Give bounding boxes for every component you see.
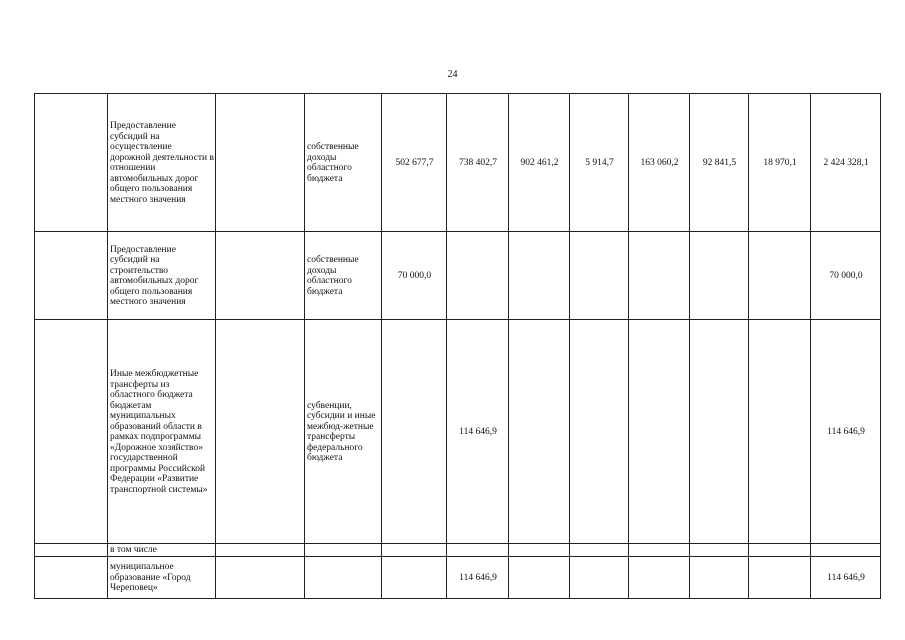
measure-name-cell: в том числе bbox=[108, 544, 216, 557]
table-row bbox=[35, 544, 881, 557]
value-cell bbox=[382, 544, 447, 557]
table-row bbox=[35, 94, 881, 232]
total-cell: 2 424 328,1 bbox=[811, 94, 881, 232]
value-cell bbox=[749, 232, 811, 320]
page-number: 24 bbox=[447, 69, 458, 80]
value-cell: 92 841,5 bbox=[690, 94, 749, 232]
empty-cell bbox=[216, 320, 305, 544]
total-cell bbox=[811, 544, 881, 557]
value-cell bbox=[629, 557, 690, 599]
value-cell: 114 646,9 bbox=[447, 557, 509, 599]
funding-source-cell: субвенции, субсидии и иные межбюд-жетные трансферты федерального бюджета bbox=[305, 320, 382, 544]
value-cell bbox=[570, 320, 629, 544]
measure-name-cell: Иные межбюджетные трансферты из областного бюджета бюджетам муниципальных образований области в рамках подпрограммы «Дорожное хозяйство» государственной программы Российской Федерации «Развитие транспортной системы» bbox=[108, 320, 216, 544]
value-cell bbox=[570, 557, 629, 599]
value-cell bbox=[629, 320, 690, 544]
value-cell bbox=[749, 320, 811, 544]
value-cell bbox=[690, 320, 749, 544]
funding-source-cell: собственные доходы областного бюджета bbox=[305, 94, 382, 232]
measure-name-cell: муниципальное образование «Город Череповец» bbox=[108, 557, 216, 599]
empty-cell bbox=[35, 94, 108, 232]
total-cell: 114 646,9 bbox=[811, 320, 881, 544]
empty-cell bbox=[216, 544, 305, 557]
value-cell bbox=[447, 544, 509, 557]
value-cell bbox=[690, 232, 749, 320]
budget-table bbox=[34, 93, 881, 599]
total-cell: 114 646,9 bbox=[811, 557, 881, 599]
value-cell bbox=[690, 557, 749, 599]
empty-cell bbox=[35, 320, 108, 544]
empty-cell bbox=[216, 557, 305, 599]
table-row bbox=[35, 557, 881, 599]
funding-source-cell: собственные доходы областного бюджета bbox=[305, 232, 382, 320]
value-cell: 163 060,2 bbox=[629, 94, 690, 232]
value-cell bbox=[690, 544, 749, 557]
value-cell bbox=[509, 544, 570, 557]
value-cell bbox=[509, 320, 570, 544]
value-cell bbox=[629, 232, 690, 320]
value-cell: 902 461,2 bbox=[509, 94, 570, 232]
funding-source-cell bbox=[305, 557, 382, 599]
empty-cell bbox=[35, 544, 108, 557]
table-row bbox=[35, 320, 881, 544]
funding-source-cell bbox=[305, 544, 382, 557]
value-cell bbox=[629, 544, 690, 557]
value-cell: 738 402,7 bbox=[447, 94, 509, 232]
value-cell bbox=[509, 557, 570, 599]
value-cell bbox=[570, 232, 629, 320]
empty-cell bbox=[216, 94, 305, 232]
value-cell bbox=[382, 320, 447, 544]
value-cell: 5 914,7 bbox=[570, 94, 629, 232]
measure-name-cell: Предоставление субсидий на осуществление дорожной деятельности в отношении автомобильных дорог общего пользования местного значения bbox=[108, 94, 216, 232]
value-cell: 18 970,1 bbox=[749, 94, 811, 232]
value-cell bbox=[749, 557, 811, 599]
measure-name-cell: Предоставление субсидий на строительство автомобильных дорог общего пользования местного значения bbox=[108, 232, 216, 320]
empty-cell bbox=[35, 557, 108, 599]
total-cell: 70 000,0 bbox=[811, 232, 881, 320]
empty-cell bbox=[216, 232, 305, 320]
value-cell: 114 646,9 bbox=[447, 320, 509, 544]
table-row bbox=[35, 232, 881, 320]
value-cell bbox=[749, 544, 811, 557]
value-cell: 70 000,0 bbox=[382, 232, 447, 320]
value-cell bbox=[570, 544, 629, 557]
value-cell bbox=[509, 232, 570, 320]
value-cell: 502 677,7 bbox=[382, 94, 447, 232]
empty-cell bbox=[35, 232, 108, 320]
value-cell bbox=[447, 232, 509, 320]
value-cell bbox=[382, 557, 447, 599]
